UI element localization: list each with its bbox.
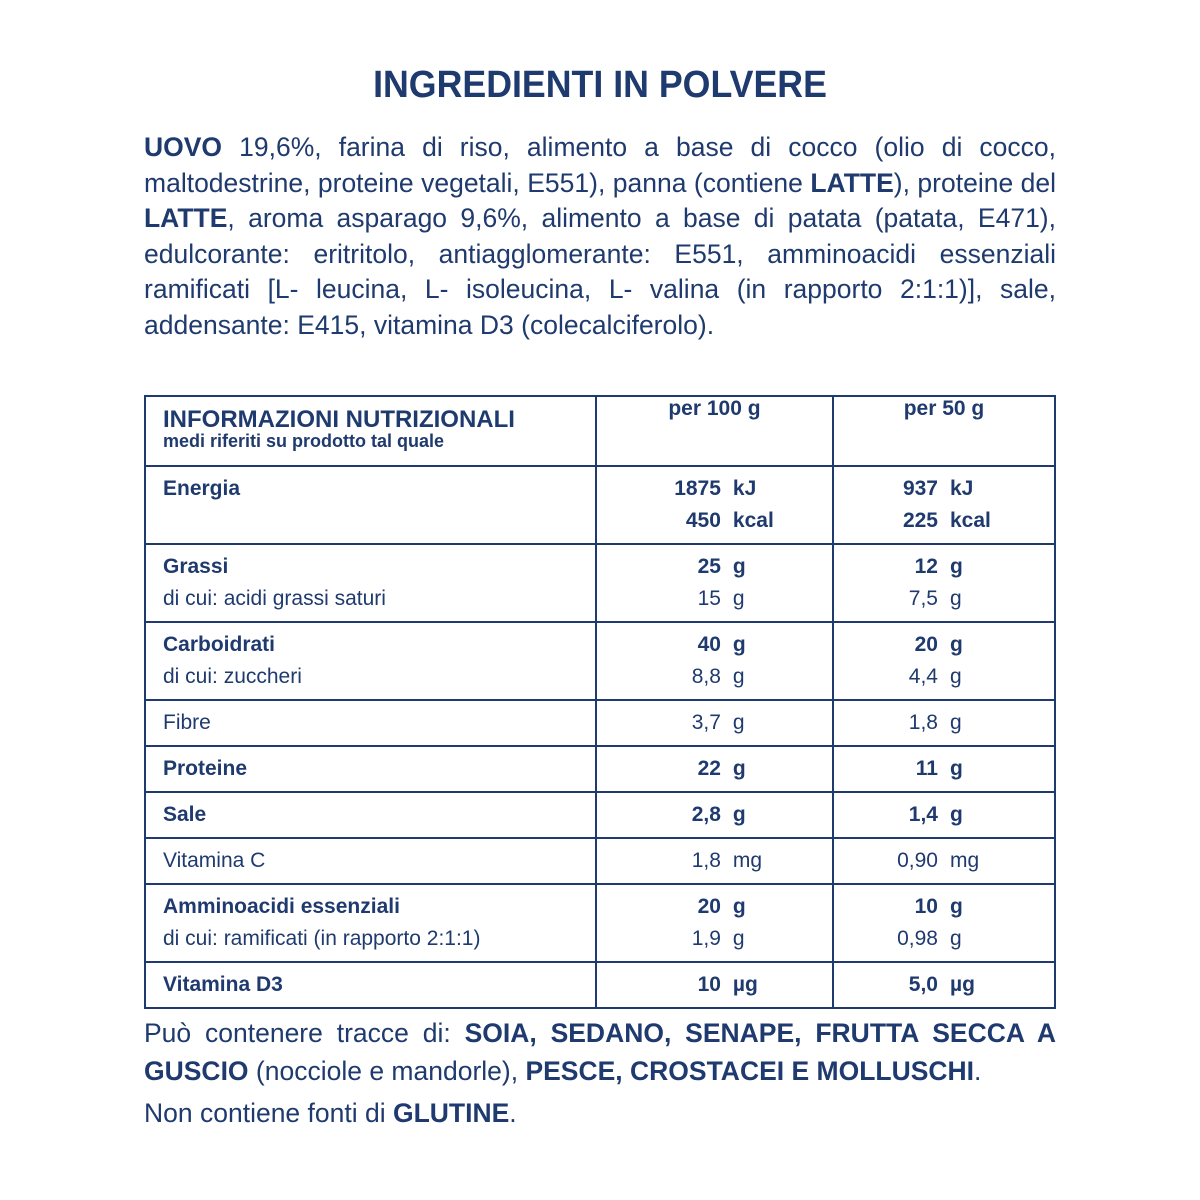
nutrient-label-cell xyxy=(145,700,596,746)
value-per-100g-cell xyxy=(596,962,833,1008)
value-unit: g xyxy=(949,895,963,918)
nutrition-header-label-cell xyxy=(145,396,596,466)
value-per-100g-cell xyxy=(596,792,833,838)
value-per-50g-cell xyxy=(833,466,1055,544)
value-unit: g xyxy=(732,665,745,688)
value-unit: g xyxy=(732,895,746,918)
value-per-100g-cell xyxy=(596,622,833,700)
value-number: 1,8 xyxy=(908,711,938,734)
value-unit: g xyxy=(732,633,746,656)
nutrient-value xyxy=(597,473,832,505)
nutrient-label-cell xyxy=(145,838,596,884)
nutrient-label: Proteine xyxy=(163,757,248,780)
value-number: 12 xyxy=(914,555,938,578)
nutrition-row xyxy=(145,466,1055,544)
nutrient-label: Amminoacidi essenziali xyxy=(163,895,400,918)
value-number: 0,90 xyxy=(897,849,938,872)
value-per-50g-cell xyxy=(833,962,1055,1008)
nutrient-value xyxy=(834,583,1054,615)
nutrient-value xyxy=(597,891,832,923)
traces-segment: PESCE, CROSTACEI E MOLLUSCHI xyxy=(525,1056,975,1086)
nutrient-value xyxy=(834,505,1054,537)
value-unit: g xyxy=(732,711,745,734)
nutrient-label: Carboidrati xyxy=(163,633,276,656)
value-number: 3,7 xyxy=(691,711,721,734)
nutrition-row xyxy=(145,544,1055,622)
value-per-100g-cell xyxy=(596,884,833,962)
nutrient-label: Energia xyxy=(163,477,241,500)
traces-segment: SOIA, SEDANO, SENAPE, FRUTTA SECCA A GUSCIO xyxy=(144,1018,1057,1086)
nutrition-row xyxy=(145,746,1055,792)
value-number: 20 xyxy=(914,633,938,656)
value-number: 0,98 xyxy=(897,927,938,950)
nutrition-table xyxy=(144,395,1056,1009)
value-number: 5,0 xyxy=(908,973,938,996)
nutrition-header-subtitle: medi riferiti su prodotto tal quale xyxy=(163,431,445,451)
nutrient-label-cell xyxy=(145,622,596,700)
nutrient-label: Vitamina D3 xyxy=(163,973,283,996)
traces-segment: (nocciole e mandorle), xyxy=(248,1056,526,1086)
value-number: 937 xyxy=(902,477,938,500)
nutrient-value xyxy=(834,707,1054,739)
ingredients-segment: LATTE xyxy=(810,167,894,198)
value-number: 225 xyxy=(902,509,938,532)
value-per-50g-cell xyxy=(833,884,1055,962)
value-unit: g xyxy=(949,803,963,826)
value-per-100g-cell xyxy=(596,838,833,884)
traces-segment: . xyxy=(974,1056,982,1086)
nutrient-value xyxy=(834,799,1054,831)
nutrient-label: Sale xyxy=(163,803,207,826)
nutrient-value xyxy=(834,661,1054,693)
nutrition-row xyxy=(145,884,1055,962)
value-unit: mg xyxy=(732,849,763,872)
ingredients-segment: ), proteine del xyxy=(893,167,1056,198)
nutrition-header-row xyxy=(145,396,1055,466)
nutrient-label-cell xyxy=(145,962,596,1008)
value-unit: g xyxy=(949,711,962,734)
value-per-50g-cell xyxy=(833,622,1055,700)
value-unit: g xyxy=(949,927,962,950)
ingredients-segment: 19,6%, farina di riso, alimento a base di cocco (olio di cocco, maltodestrine, proteine vegetali, E551), panna (contiene xyxy=(144,132,1056,198)
nutrient-label: di cui: ramificati (in rapporto 2:1:1) xyxy=(163,927,481,950)
nutrient-value xyxy=(597,969,832,1001)
nutrition-row xyxy=(145,792,1055,838)
nutrient-value xyxy=(597,505,832,537)
nutrient-label: di cui: zuccheri xyxy=(163,665,302,688)
value-unit: g xyxy=(949,757,963,780)
nutrient-label-cell xyxy=(145,792,596,838)
value-number: 450 xyxy=(685,509,721,532)
value-unit: g xyxy=(949,665,962,688)
nutrient-label-cell xyxy=(145,466,596,544)
value-number: 20 xyxy=(697,895,721,918)
value-unit: g xyxy=(732,927,745,950)
nutrient-value xyxy=(597,845,832,877)
column-header-per-50g: per 50 g xyxy=(833,396,1055,466)
value-per-100g-cell xyxy=(596,466,833,544)
value-number: 25 xyxy=(697,555,721,578)
ingredients-segment: UOVO xyxy=(144,132,223,162)
nutrient-value xyxy=(834,473,1054,505)
value-number: 7,5 xyxy=(908,587,938,610)
nutrient-value xyxy=(834,891,1054,923)
value-unit: µg xyxy=(732,973,758,996)
value-number: 1,9 xyxy=(691,927,721,950)
nutrient-value xyxy=(597,753,832,785)
nutrient-label: di cui: acidi grassi saturi xyxy=(163,587,386,610)
ingredients-segment: , aroma asparago 9,6%, alimento a base di patata (patata, E471), edulcorante: eritritolo, antiagglomerante: E551, amminoacidi essenziali ramificati [L- leucina, L- isoleucina, L- valina (in rapporto 2:1:1)], sale, addensante: E415, vitamina D3 (colecalciferolo). xyxy=(144,203,1056,340)
nutrient-label-cell xyxy=(145,746,596,792)
value-number: 8,8 xyxy=(691,665,721,688)
value-unit: g xyxy=(732,555,746,578)
gluten-segment: Non contiene fonti di xyxy=(144,1098,393,1128)
value-unit: g xyxy=(949,555,963,578)
nutrient-value xyxy=(834,923,1054,955)
value-unit: g xyxy=(949,633,963,656)
nutrient-value xyxy=(834,753,1054,785)
value-unit: kcal xyxy=(949,509,991,532)
nutrient-value xyxy=(597,799,832,831)
ingredients-segment: LATTE xyxy=(144,203,228,233)
value-unit: g xyxy=(732,757,746,780)
value-number: 1875 xyxy=(674,477,721,500)
nutrition-row xyxy=(145,838,1055,884)
column-header-per-100g: per 100 g xyxy=(596,396,833,466)
value-per-50g-cell xyxy=(833,792,1055,838)
nutrient-label-cell xyxy=(145,884,596,962)
nutrient-label: Fibre xyxy=(163,711,211,734)
nutrient-value xyxy=(834,629,1054,661)
value-per-100g-cell xyxy=(596,544,833,622)
value-unit: g xyxy=(732,803,746,826)
value-number: 22 xyxy=(697,757,721,780)
nutrition-row xyxy=(145,622,1055,700)
value-number: 15 xyxy=(697,587,721,610)
nutrient-value xyxy=(834,845,1054,877)
value-unit: g xyxy=(949,587,962,610)
value-unit: kJ xyxy=(732,477,757,500)
value-number: 11 xyxy=(915,757,938,780)
value-number: 1,4 xyxy=(908,803,938,826)
value-number: 10 xyxy=(697,973,721,996)
nutrient-label xyxy=(146,505,595,537)
nutrition-row xyxy=(145,700,1055,746)
value-per-100g-cell xyxy=(596,746,833,792)
gluten-free-text xyxy=(144,1094,1056,1132)
nutrient-value xyxy=(597,583,832,615)
page-title: INGREDIENTI IN POLVERE xyxy=(373,64,827,106)
nutrient-value xyxy=(597,661,832,693)
value-unit: kJ xyxy=(949,477,974,500)
value-number: 2,8 xyxy=(691,803,721,826)
nutrient-value xyxy=(834,969,1054,1001)
nutrition-header-title: INFORMAZIONI NUTRIZIONALI xyxy=(163,406,515,433)
value-per-50g-cell xyxy=(833,544,1055,622)
nutrient-value xyxy=(597,707,832,739)
value-unit: kcal xyxy=(732,509,774,532)
value-per-50g-cell xyxy=(833,700,1055,746)
value-unit: mg xyxy=(949,849,980,872)
value-number: 40 xyxy=(697,633,721,656)
gluten-segment: GLUTINE xyxy=(392,1098,510,1128)
allergen-traces-text xyxy=(144,1014,1056,1090)
nutrient-value xyxy=(597,923,832,955)
nutrient-value xyxy=(597,629,832,661)
nutrient-value xyxy=(597,551,832,583)
value-per-100g-cell xyxy=(596,700,833,746)
nutrient-label: Vitamina C xyxy=(163,849,266,872)
value-per-50g-cell xyxy=(833,838,1055,884)
value-number: 10 xyxy=(914,895,938,918)
nutrient-label: Grassi xyxy=(163,555,229,578)
nutrition-row xyxy=(145,962,1055,1008)
traces-segment: Può contenere tracce di: xyxy=(144,1018,465,1048)
value-unit: µg xyxy=(949,973,975,996)
value-unit: g xyxy=(732,587,745,610)
value-number: 1,8 xyxy=(691,849,721,872)
gluten-segment: . xyxy=(509,1098,517,1128)
nutrient-label-cell xyxy=(145,544,596,622)
nutrient-value xyxy=(834,551,1054,583)
value-number: 4,4 xyxy=(908,665,938,688)
value-per-50g-cell xyxy=(833,746,1055,792)
ingredients-text xyxy=(144,130,1056,343)
